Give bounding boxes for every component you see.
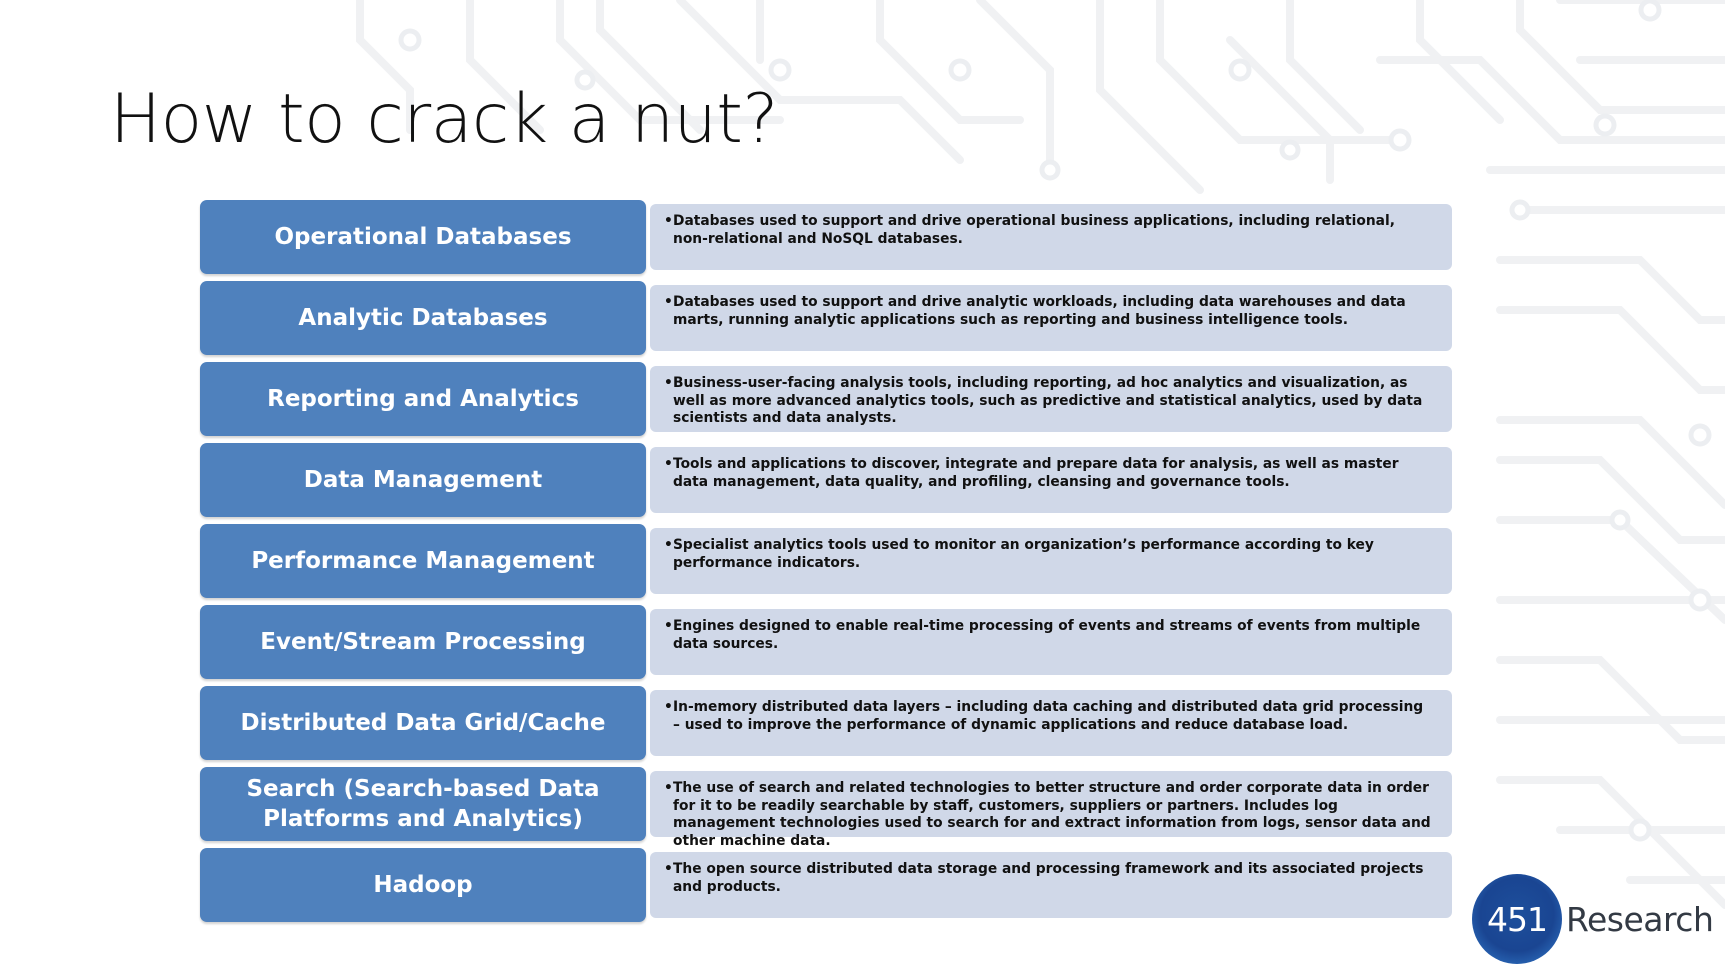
category-box: Analytic Databases	[200, 281, 646, 355]
bullet: •	[664, 780, 673, 796]
category-row	[200, 200, 1452, 274]
bullet: •	[664, 618, 673, 634]
category-row	[200, 848, 1452, 922]
bullet: •	[664, 861, 673, 877]
bullet: •	[664, 213, 673, 229]
bullet: •	[664, 294, 673, 310]
logo-wordmark: Research	[1566, 900, 1714, 939]
description-box	[650, 285, 1452, 351]
category-box: Performance Management	[200, 524, 646, 598]
description-box	[650, 852, 1452, 918]
description-box	[650, 771, 1452, 849]
description-text: In-memory distributed data layers – including data caching and distributed data grid processing – used to improve the performance of dynamic applications and reduce database load.	[673, 699, 1424, 733]
category-row	[200, 686, 1452, 760]
category-row	[200, 443, 1452, 517]
category-box: Event/Stream Processing	[200, 605, 646, 679]
category-row	[200, 362, 1452, 436]
logo-number: 451	[1487, 899, 1547, 939]
category-box: Distributed Data Grid/Cache	[200, 686, 646, 760]
description-text: Tools and applications to discover, integrate and prepare data for analysis, as well as master data management, data quality, and profiling, cleansing and governance tools.	[673, 456, 1399, 490]
category-box: Search (Search-based Data Platforms and Analytics)	[200, 767, 646, 841]
slide-title: How to crack a nut?	[110, 80, 778, 159]
category-box: Reporting and Analytics	[200, 362, 646, 436]
description-box	[650, 447, 1452, 513]
description-text: Business-user-facing analysis tools, including reporting, ad hoc analytics and visualization, as well as more advanced analytics tools, such as predictive and statistical analytics, used by data scientists and data analysts.	[673, 375, 1423, 426]
category-row	[200, 281, 1452, 355]
description-box	[650, 366, 1452, 432]
bullet: •	[664, 375, 673, 391]
description-text: Engines designed to enable real-time processing of events and streams of events from multiple data sources.	[673, 618, 1421, 652]
category-box: Operational Databases	[200, 200, 646, 274]
category-row	[200, 605, 1452, 679]
bullet: •	[664, 699, 673, 715]
description-box	[650, 204, 1452, 270]
description-box	[650, 528, 1452, 594]
bullet: •	[664, 456, 673, 472]
description-text: The open source distributed data storage and processing framework and its associated projects and products.	[673, 861, 1424, 895]
logo-circle-icon	[1472, 874, 1562, 964]
category-row	[200, 524, 1452, 598]
description-text: Specialist analytics tools used to monitor an organization’s performance according to key performance indicators.	[673, 537, 1374, 571]
bullet: •	[664, 537, 673, 553]
description-text: Databases used to support and drive analytic workloads, including data warehouses and data marts, running analytic applications such as reporting and business intelligence tools.	[673, 294, 1406, 328]
category-box: Data Management	[200, 443, 646, 517]
description-box	[650, 690, 1452, 756]
description-text: Databases used to support and drive operational business applications, including relational, non-relational and NoSQL databases.	[673, 213, 1395, 247]
category-box: Hadoop	[200, 848, 646, 922]
category-row	[200, 767, 1452, 849]
description-box	[650, 609, 1452, 675]
description-text: The use of search and related technologies to better structure and order corporate data in order for it to be readily searchable by staff, customers, suppliers or partners. Includes log management technologies used to search for and extract information from logs, sensor data and other machine data.	[673, 780, 1431, 849]
451-research-logo	[1472, 874, 1718, 964]
